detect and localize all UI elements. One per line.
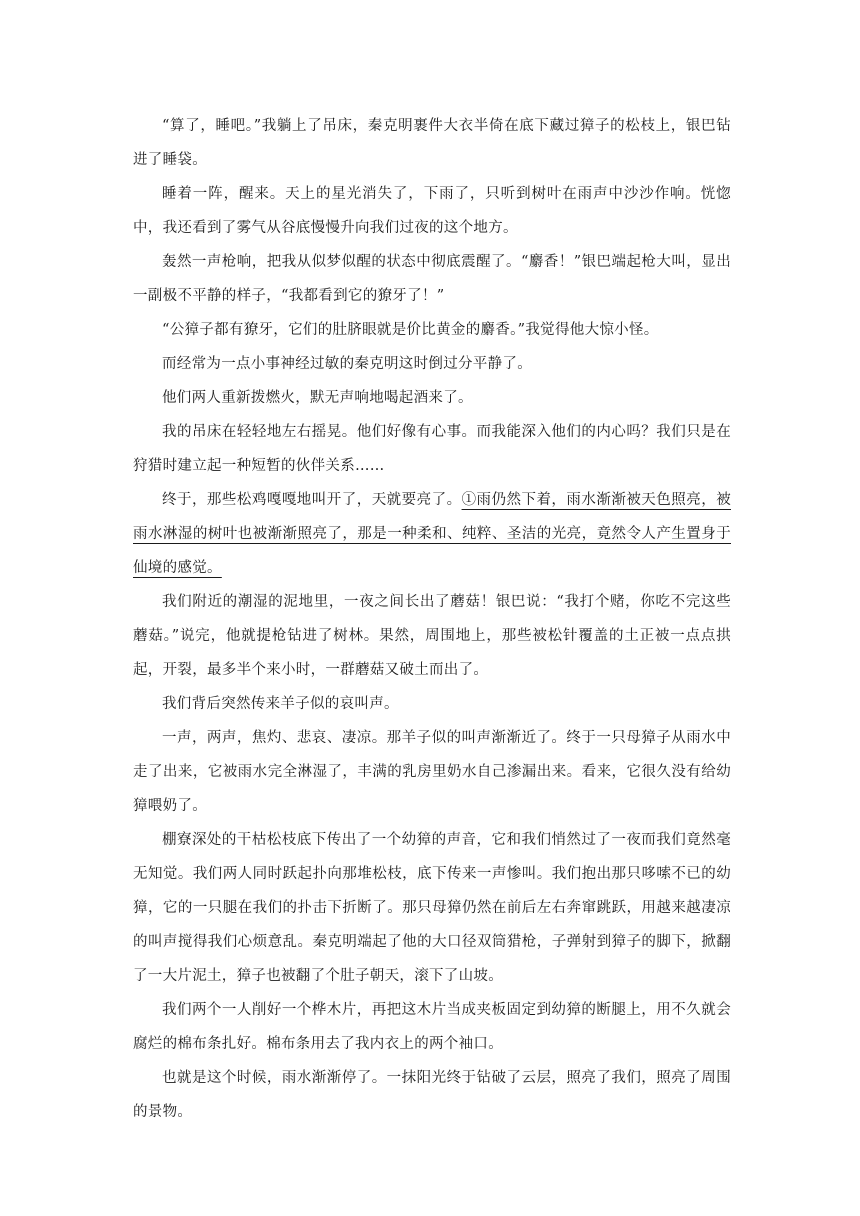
paragraph-13: 我们两个一人削好一个桦木片，再把这木片当成夹板固定到幼獐的断腿上，用不久就会腐烂的棉布条扎好。棉布条用去了我内衣上的两个袖口。 — [133, 1002, 731, 1052]
paragraph-9: 我们附近的潮湿的泥地里，一夜之间长出了蘑菇！银巴说：“我打个赌，你吃不完这些蘑菇。”说完，他就提枪钻进了树林。果然，周围地上，那些被松针覆盖的土正被一点点拱起，开裂，最多半个来小时，一群蘑菇又破土而出了。 — [133, 594, 731, 678]
paragraph-7: 我的吊床在轻轻地左右摇晃。他们好像有心事。而我能深入他们的内心吗？我们只是在狩猎时建立起一种短暂的伙伴关系…… — [133, 424, 731, 474]
paragraph-8-lead: 终于，那些松鸡嘎嘎地叫开了，天就要亮了。 — [162, 492, 462, 508]
paragraph-10: 我们背后突然传来羊子似的哀叫声。 — [162, 696, 399, 712]
paragraph-6: 他们两人重新拨燃火，默无声响地喝起酒来了。 — [162, 390, 473, 406]
paragraph-1: “算了，睡吧。”我躺上了吊床，秦克明裹件大衣半倚在底下藏过獐子的松枝上，银巴钻进了睡袋。 — [133, 118, 731, 168]
paragraph-11: 一声，两声，焦灼、悲哀、凄凉。那羊子似的叫声渐渐近了。终于一只母獐子从雨水中走了出来，它被雨水完全淋湿了，丰满的乳房里奶水自己渗漏出来。看来，它很久没有给幼獐喂奶了。 — [133, 730, 731, 814]
paragraph-3: 轰然一声枪响，把我从似梦似醒的状态中彻底震醒了。“麝香！”银巴端起枪大叫，显出一副极不平静的样子，“我都看到它的獠牙了！” — [133, 254, 731, 304]
paragraph-4: “公獐子都有獠牙，它们的肚脐眼就是价比黄金的麝香。”我觉得他大惊小怪。 — [162, 322, 659, 338]
paragraph-2: 睡着一阵，醒来。天上的星光消失了，下雨了，只听到树叶在雨声中沙沙作响。恍惚中，我还看到了雾气从谷底慢慢升向我们过夜的这个地方。 — [133, 186, 731, 236]
paragraph-8 — [133, 483, 731, 585]
underlined-sentence: ①雨仍然下着，雨水渐渐被天色照亮，被雨水淋湿的树叶也被渐渐照亮了，那是一种柔和、纯粹、圣洁的光亮，竟然令人产生置身于仙境的感觉。 — [133, 492, 731, 576]
paragraph-5: 而经常为一点小事神经过敏的秦克明这时倒过分平静了。 — [162, 356, 532, 372]
paragraph-14: 也就是这个时候，雨水渐渐停了。一抹阳光终于钻破了云层，照亮了我们，照亮了周围的景物。 — [133, 1070, 731, 1120]
paragraph-12: 棚寮深处的干枯松枝底下传出了一个幼獐的声音，它和我们悄然过了一夜而我们竟然毫无知觉。我们两人同时跃起扑向那堆松枝，底下传来一声惨叫。我们抱出那只哆嗦不已的幼獐，它的一只腿在我们的扑击下折断了。那只母獐仍然在前后左右奔窜跳跃，用越来越凄凉的叫声搅得我们心烦意乱。秦克明端起了他的大口径双筒猎枪，子弹射到獐子的脚下，掀翻了一大片泥土，獐子也被翻了个肚子朝天，滚下了山坡。 — [133, 832, 731, 984]
